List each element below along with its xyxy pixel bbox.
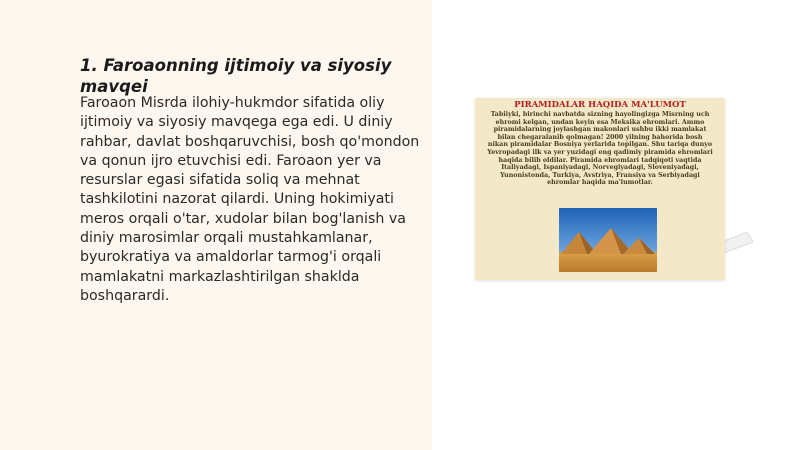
pyramids-photo-icon [559, 208, 657, 272]
pyramids-info-picture [475, 98, 725, 280]
info-card-title: PIRAMIDALAR HAQIDA MA'LUMOT [514, 100, 686, 110]
slide-title: 1. Faroaonning ijtimoiy va siyosiy mavqei [80, 56, 392, 96]
slide-body-text: Faroaon Misrda ilohiy-hukmdor sifatida oliy ijtimoiy va siyosiy mavqega ega edi. U diniy rahbar, davlat boshqaruvchisi, bosh qo'mondon va qonun ijro etuvchisi edi. Faroaon yer va resurslar egasi sifatida soliq va mehnat tashkilotini nazorat qilardi. Uning hokimiyati meros orqali o'tar, xudolar bilan bog'lanish va diniy marosimlar orqali mustahkamlanar, byurokratiya va amaldorlar tarmog'i orqali mamlakatni markazlashtirilgan shaklda boshqarardi. [80, 95, 420, 304]
info-card-text: Tabiiyki, birinchi navbatda sizning hayolingizga Misrning uch ehromi kelgan, undan keyin esa Meksika ehromlari. Ammo piramidalarning joylashgan makonlari ushbu ikki mamlakat bilan chegaralanib qolmagan! 2000 yilning bahorida bosh nikan piramidalar Bosniya yerlarida topilgan. Shu tariqa dunyo Yevropadagi ilk va yer yuzidagi eng qadimiy piramida ehromlari haqida bilib oldilar. Piramida ehromlari tadqiqoti vaqtida Italiyadagi, Ispaniyadagi, Norvegiyadagi, Sloveniyadagi, Yunonistonda, Turkiya, Avstriya, Fransiya va Serbiyadagi ehromlar haqida ma'lumotlar. [487, 111, 713, 187]
info-card [475, 98, 725, 280]
